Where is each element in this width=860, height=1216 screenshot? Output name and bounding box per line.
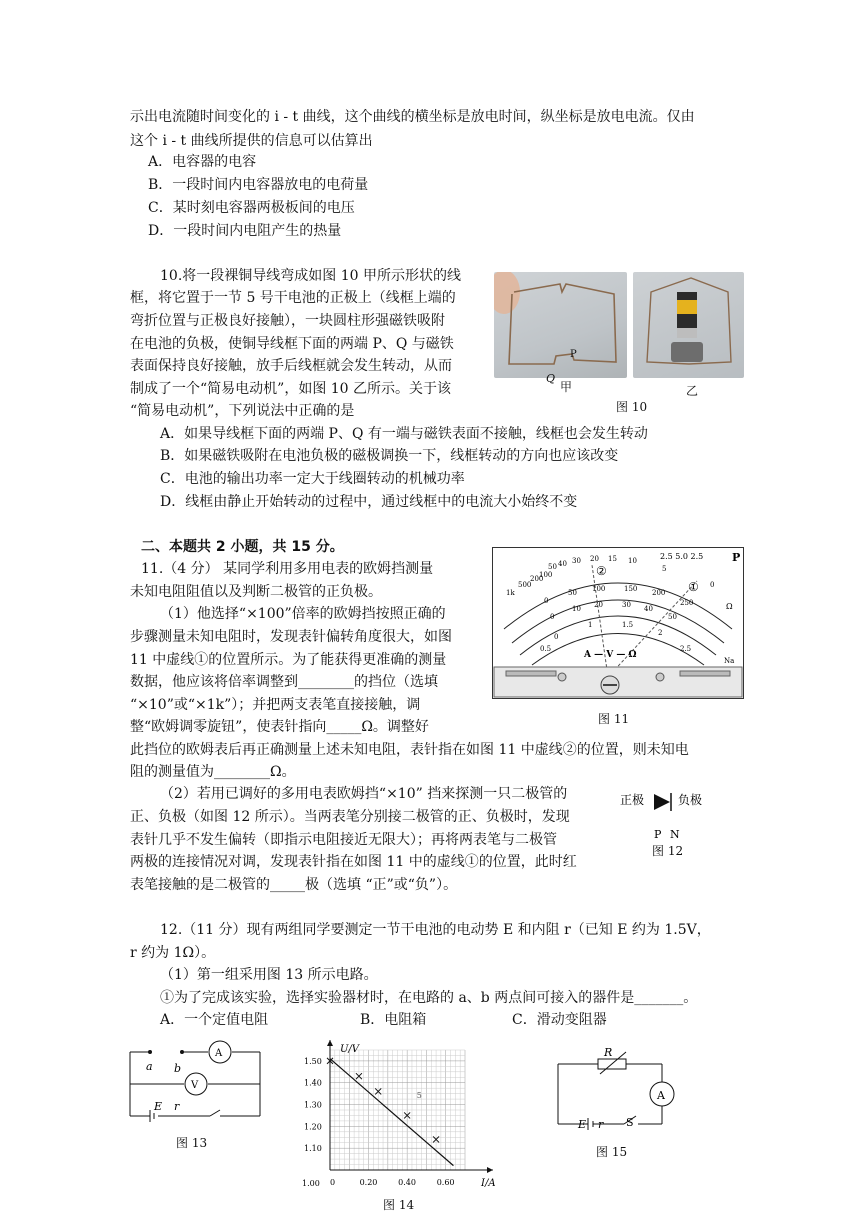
meter-na: Na	[724, 657, 735, 665]
meter-ohm-1k: 1k	[506, 589, 515, 597]
fig12-caption: 图 12	[652, 844, 684, 858]
meter-low-0: 0	[554, 633, 559, 641]
q11-line10: 阻的测量值为________Ω。	[130, 764, 296, 780]
q10-line5: 表面保持良好接触，放手后线框就会发生转动，从而	[130, 358, 452, 374]
q10-line7: “简易电动机”，下列说法中正确的是	[130, 403, 355, 419]
meter-ohm-10: 10	[628, 557, 637, 565]
q10-option-a: A．如果导线框下面的两端 P、Q 有一端与磁铁表面不接触，线框也会发生转动	[160, 426, 648, 442]
meter-v-0: 0	[550, 613, 555, 621]
y-tick-label: 1.10	[304, 1144, 322, 1154]
q12-line2: r 约为 1Ω）。	[130, 945, 216, 961]
meter-ohm-40: 40	[558, 560, 567, 568]
fig10-label-p: P	[570, 349, 577, 360]
q11-part2-line1: （2）若用已调好的多用电表欧姆挡“×10” 挡来探测一只二极管的	[160, 786, 568, 802]
x-tick-label: 0.20	[359, 1178, 378, 1187]
y-tick-label: 1.20	[304, 1122, 322, 1132]
meter-low-2: 2	[658, 629, 663, 637]
meter-low-1: 1	[588, 621, 593, 629]
chart-annotation: 5	[416, 1091, 422, 1100]
q9-option-d: D．一段时间内电阻产生的热量	[148, 223, 342, 239]
fit-line	[330, 1059, 453, 1166]
q11-line2: 未知电阻阻值以及判断二极管的正负极。	[130, 584, 382, 600]
meter-ohm-50: 50	[548, 563, 557, 571]
q10-line1: 10.将一段裸铜导线弯成如图 10 甲所示形状的线	[160, 268, 461, 284]
q10-line2: 框，将它置于一节 5 号干电池的正极上（线框上端的	[130, 290, 456, 306]
fig13-label-e: E	[154, 1100, 163, 1113]
fig11-meter	[492, 547, 744, 699]
q11-part2-line4: 两极的连接情况对调，发现表针指在如图 11 中的虚线①的位置，此时红	[130, 854, 577, 870]
y-tick-label: 1.30	[304, 1100, 322, 1110]
q11-line6: 数据，他应该将倍率调整到________的挡位（选填	[130, 674, 438, 690]
fig12-pos-label: 正极	[620, 793, 645, 807]
q11-line3: （1）他选择“×100”倍率的欧姆挡按照正确的	[160, 606, 446, 622]
x-tick-label: 0.60	[436, 1178, 455, 1187]
fig10-photo-jia	[494, 272, 627, 378]
q11-part2-line3: 表针几乎不发生偏转（即指示电阻接近无限大）；再将两表笔与二极管	[130, 832, 557, 848]
q11-line4: 步骤测量未知电阻时，发现表针偏转角度很大，如图	[130, 629, 452, 645]
meter-ohm-15: 15	[608, 555, 617, 563]
meter-low-0.5: 0.5	[540, 645, 552, 653]
meter-mid-150: 150	[624, 585, 638, 593]
fig11-caption: 图 11	[598, 712, 630, 726]
q9-option-a: A．电容器的电容	[148, 154, 257, 170]
fig10-photo-yi	[633, 272, 744, 378]
y-tick-label: 1.40	[304, 1078, 322, 1088]
meter-mid-200: 200	[652, 589, 666, 597]
fig13-label-ammeter: A	[215, 1048, 223, 1059]
fig15-label-e: E	[578, 1118, 587, 1131]
x-tick-label: 0	[330, 1178, 336, 1187]
q10-line4: 在电池的负极，使铜导线框下面的两端 P、Q 与磁铁	[130, 336, 454, 352]
x-axis-label: I/A	[481, 1178, 496, 1189]
q11-part2-line2: 正、负极（如图 12 所示）。当两表笔分别接二极管的正、负极时，发现	[130, 809, 570, 825]
meter-ohm-200: 200	[530, 575, 544, 583]
fig15-label-ammeter: A	[657, 1089, 665, 1102]
q11-line5: 11 中虚线①的位置所示。为了能获得更准确的测量	[130, 652, 447, 668]
meter-mid-50: 50	[568, 589, 577, 597]
q12-line4: ①为了完成该实验，选择实验器材时，在电路的 a、b 两点间可接入的器件是_______。	[160, 990, 698, 1006]
y-tick-label: 1.00	[302, 1179, 320, 1188]
y-tick-label: 1.50	[304, 1056, 322, 1066]
q11-line1: 11.（4 分） 某同学利用多用电表的欧姆挡测量	[141, 561, 434, 577]
fig15-label-r-big: R	[604, 1046, 613, 1059]
q11-line7: “×10”或“×1k”）；并把两支表笔直接接触，调	[130, 697, 421, 713]
fig10-label-yi: 乙	[686, 384, 699, 398]
q12-option-a: A．一个定值电阻	[160, 1012, 269, 1028]
q10-line3: 弯折位置与正极良好接触），一块圆柱形强磁铁吸附	[130, 313, 445, 329]
meter-center-label: A — V — Ω	[584, 650, 637, 660]
q12-line3: （1）第一组采用图 13 所示电路。	[160, 967, 378, 983]
meter-mid-250: 250	[680, 599, 694, 607]
section2-heading: 二、本题共 2 小题，共 15 分。	[141, 539, 344, 555]
fig15-caption: 图 15	[596, 1145, 628, 1159]
q10-option-c: C．电池的输出功率一定大于线圈转动的机械功率	[160, 471, 465, 487]
meter-ohm-500: 500	[518, 581, 532, 589]
meter-ohm-0: 0	[710, 581, 715, 589]
q9-option-b: B．一段时间内电容器放电的电荷量	[148, 177, 369, 193]
meter-ohm-5: 5	[662, 565, 667, 573]
q11-line8: 整“欧姆调零旋钮”，使表针指向_____Ω。调整好	[130, 719, 429, 735]
meter-v-40: 40	[644, 605, 653, 613]
fig10-label-jia: 甲	[560, 380, 573, 394]
fig12-neg-label: 负极	[678, 793, 703, 807]
q12-line1: 12.（11 分）现有两组同学要测定一节干电池的电动势 E 和内阻 r（已知 E 约为 1.5V，	[160, 922, 711, 938]
x-tick-label: 0.40	[398, 1178, 416, 1187]
meter-low-2.5: 2.5	[680, 645, 692, 653]
meter-low-1.5: 1.5	[622, 621, 634, 629]
fig15-label-s: S	[626, 1116, 634, 1129]
fig14-chart	[300, 1038, 510, 1196]
meter-mark2: ②	[596, 564, 607, 578]
fig12-diode	[620, 790, 710, 850]
meter-mid-0: 0	[544, 597, 549, 605]
q11-part2-line5: 表笔接触的是二极管的_____极（选填 “正”或“负”）。	[130, 877, 458, 893]
fig13-label-voltmeter: V	[191, 1080, 199, 1091]
fig13-label-r: r	[174, 1100, 180, 1113]
y-axis-arrow	[327, 1040, 333, 1046]
meter-v-30: 30	[622, 601, 631, 609]
meter-v-10: 10	[572, 605, 581, 613]
meter-ohm-30: 30	[572, 557, 581, 565]
fig10-label-q: Q	[546, 372, 556, 385]
q12-option-b: B．电阻箱	[360, 1012, 427, 1028]
fig10-caption: 图 10	[616, 400, 648, 414]
fig15-label-r: r	[598, 1118, 604, 1131]
meter-label-p: P	[732, 551, 741, 564]
meter-top-right: 2.5 5.0 2.5	[660, 552, 704, 561]
q10-option-d: D．线框由静止开始转动的过程中，通过线框中的电流大小始终不变	[160, 494, 578, 510]
meter-ohm-20: 20	[590, 555, 599, 563]
q12-option-c: C．滑动变阻器	[512, 1012, 607, 1028]
meter-omega: Ω	[726, 602, 733, 611]
meter-mid-100: 100	[592, 585, 606, 593]
q11-line9: 此挡位的欧姆表后再正确测量上述未知电阻，表针指在如图 11 中虚线②的位置，则未知电	[130, 742, 689, 758]
fig13-caption: 图 13	[176, 1136, 208, 1150]
q9-text-line1: 示出电流随时间变化的 i - t 曲线，这个曲线的横坐标是放电时间，纵坐标是放电电流。仅由	[130, 109, 695, 125]
meter-ohm-100: 100	[539, 571, 553, 579]
fig12-p: P	[654, 828, 662, 841]
fig12-n: N	[670, 828, 680, 841]
fig14-caption: 图 14	[383, 1198, 415, 1212]
q10-option-b: B．如果磁铁吸附在电池负极的磁极调换一下，线框转动的方向也应该改变	[160, 448, 619, 464]
meter-v-20: 20	[594, 601, 603, 609]
q9-option-c: C．某时刻电容器两极板间的电压	[148, 200, 355, 216]
fig13-label-b: b	[174, 1062, 182, 1075]
meter-mark1: ①	[688, 580, 699, 594]
fig13-label-a: a	[146, 1060, 153, 1073]
fig15-circuit	[552, 1044, 692, 1134]
meter-v-50: 50	[668, 613, 677, 621]
x-axis-arrow	[487, 1167, 493, 1173]
q10-line6: 制成了一个“简易电动机”，如图 10 乙所示。关于该	[130, 381, 452, 397]
q9-text-line2: 这个 i - t 曲线所提供的信息可以估算出	[130, 133, 373, 149]
fig13-circuit	[124, 1040, 264, 1126]
y-axis-label: U/V	[340, 1044, 360, 1055]
